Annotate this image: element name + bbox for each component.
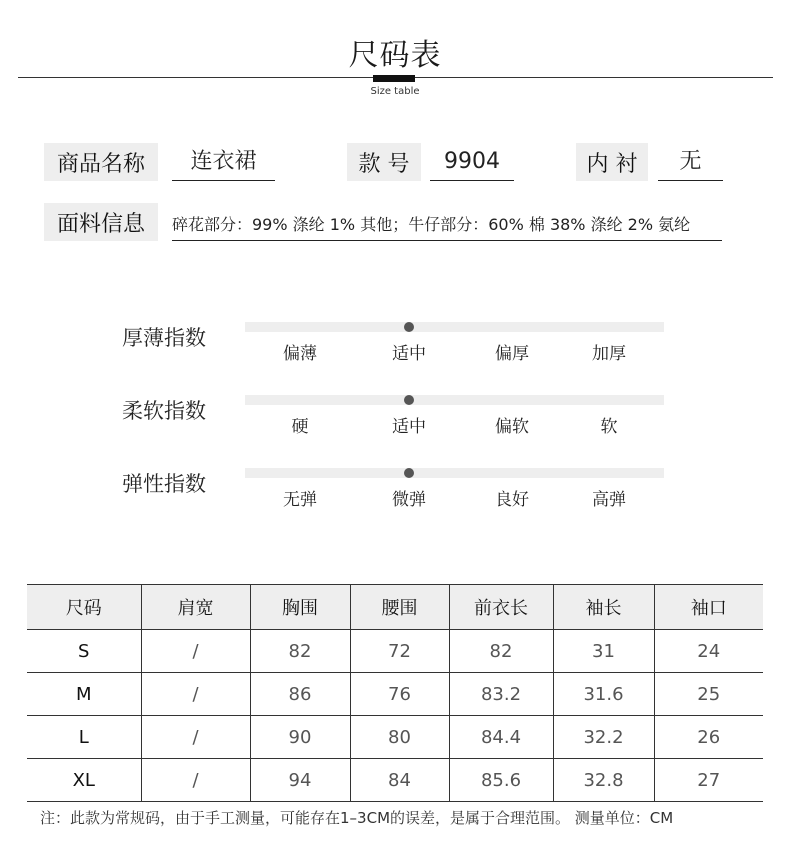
cell-bust: 90 [250, 716, 350, 759]
elasticity-option: 微弹 [392, 490, 426, 510]
cell-shoulder: / [141, 716, 250, 759]
thickness-index-label: 厚薄指数 [122, 326, 206, 350]
lining-value: 无 [658, 144, 723, 181]
elasticity-index-marker [404, 468, 414, 478]
fabric-value: 碎花部分：99% 涤纶 1% 其他；牛仔部分：60% 棉 38% 涤纶 2% 氨纶 [172, 210, 722, 241]
cell-size: M [27, 673, 141, 716]
product-name-label: 商品名称 [44, 143, 158, 181]
cell-front-length: 83.2 [449, 673, 553, 716]
cell-size: S [27, 630, 141, 673]
thickness-option: 加厚 [592, 344, 626, 364]
softness-option: 偏软 [495, 417, 529, 437]
header-sleeve-length: 袖长 [553, 585, 654, 630]
style-number-label: 款 号 [347, 143, 421, 181]
softness-index-label: 柔软指数 [122, 399, 206, 423]
header-size: 尺码 [27, 585, 141, 630]
cell-waist: 72 [350, 630, 449, 673]
thickness-option: 适中 [392, 344, 426, 364]
cell-sleeve-length: 31 [553, 630, 654, 673]
softness-index-marker [404, 395, 414, 405]
cell-bust: 82 [250, 630, 350, 673]
softness-option: 适中 [392, 417, 426, 437]
header-shoulder: 肩宽 [141, 585, 250, 630]
cell-cuff: 26 [654, 716, 763, 759]
cell-size: L [27, 716, 141, 759]
elasticity-option: 高弹 [592, 490, 626, 510]
softness-index-track [245, 395, 664, 405]
size-table-header-row [27, 585, 763, 630]
thickness-option: 偏薄 [283, 344, 317, 364]
cell-front-length: 84.4 [449, 716, 553, 759]
cell-front-length: 82 [449, 630, 553, 673]
style-number-value: 9904 [430, 144, 514, 181]
lining-label: 内 衬 [576, 143, 648, 181]
elasticity-option: 良好 [495, 490, 529, 510]
cell-waist: 76 [350, 673, 449, 716]
cell-cuff: 25 [654, 673, 763, 716]
thickness-index-track [245, 322, 664, 332]
cell-front-length: 85.6 [449, 759, 553, 802]
header-front-length: 前衣长 [449, 585, 553, 630]
table-row [27, 716, 763, 759]
header-cuff: 袖口 [654, 585, 763, 630]
elasticity-index-label: 弹性指数 [122, 472, 206, 496]
fabric-label: 面料信息 [44, 203, 158, 241]
header-accent-bar [373, 75, 415, 82]
cell-bust: 94 [250, 759, 350, 802]
elasticity-option: 无弹 [283, 490, 317, 510]
softness-option: 硬 [291, 417, 309, 437]
softness-option: 软 [600, 417, 618, 437]
cell-shoulder: / [141, 673, 250, 716]
cell-shoulder: / [141, 630, 250, 673]
page-title: 尺码表 [348, 38, 442, 73]
cell-shoulder: / [141, 759, 250, 802]
page-subtitle: Size table [370, 86, 420, 97]
cell-waist: 80 [350, 716, 449, 759]
cell-size: XL [27, 759, 141, 802]
table-row [27, 630, 763, 673]
header-waist: 腰围 [350, 585, 449, 630]
table-row [27, 759, 763, 802]
header-bust: 胸围 [250, 585, 350, 630]
elasticity-index-track [245, 468, 664, 478]
measurement-note: 注：此款为常规码，由于手工测量，可能存在1–3CM的误差，是属于合理范围。 测量单位：CM [40, 809, 674, 827]
cell-sleeve-length: 32.2 [553, 716, 654, 759]
cell-sleeve-length: 31.6 [553, 673, 654, 716]
cell-cuff: 24 [654, 630, 763, 673]
thickness-option: 偏厚 [495, 344, 529, 364]
product-name-value: 连衣裙 [172, 144, 275, 181]
cell-bust: 86 [250, 673, 350, 716]
cell-waist: 84 [350, 759, 449, 802]
size-table [27, 584, 763, 802]
table-row [27, 673, 763, 716]
cell-sleeve-length: 32.8 [553, 759, 654, 802]
cell-cuff: 27 [654, 759, 763, 802]
thickness-index-marker [404, 322, 414, 332]
